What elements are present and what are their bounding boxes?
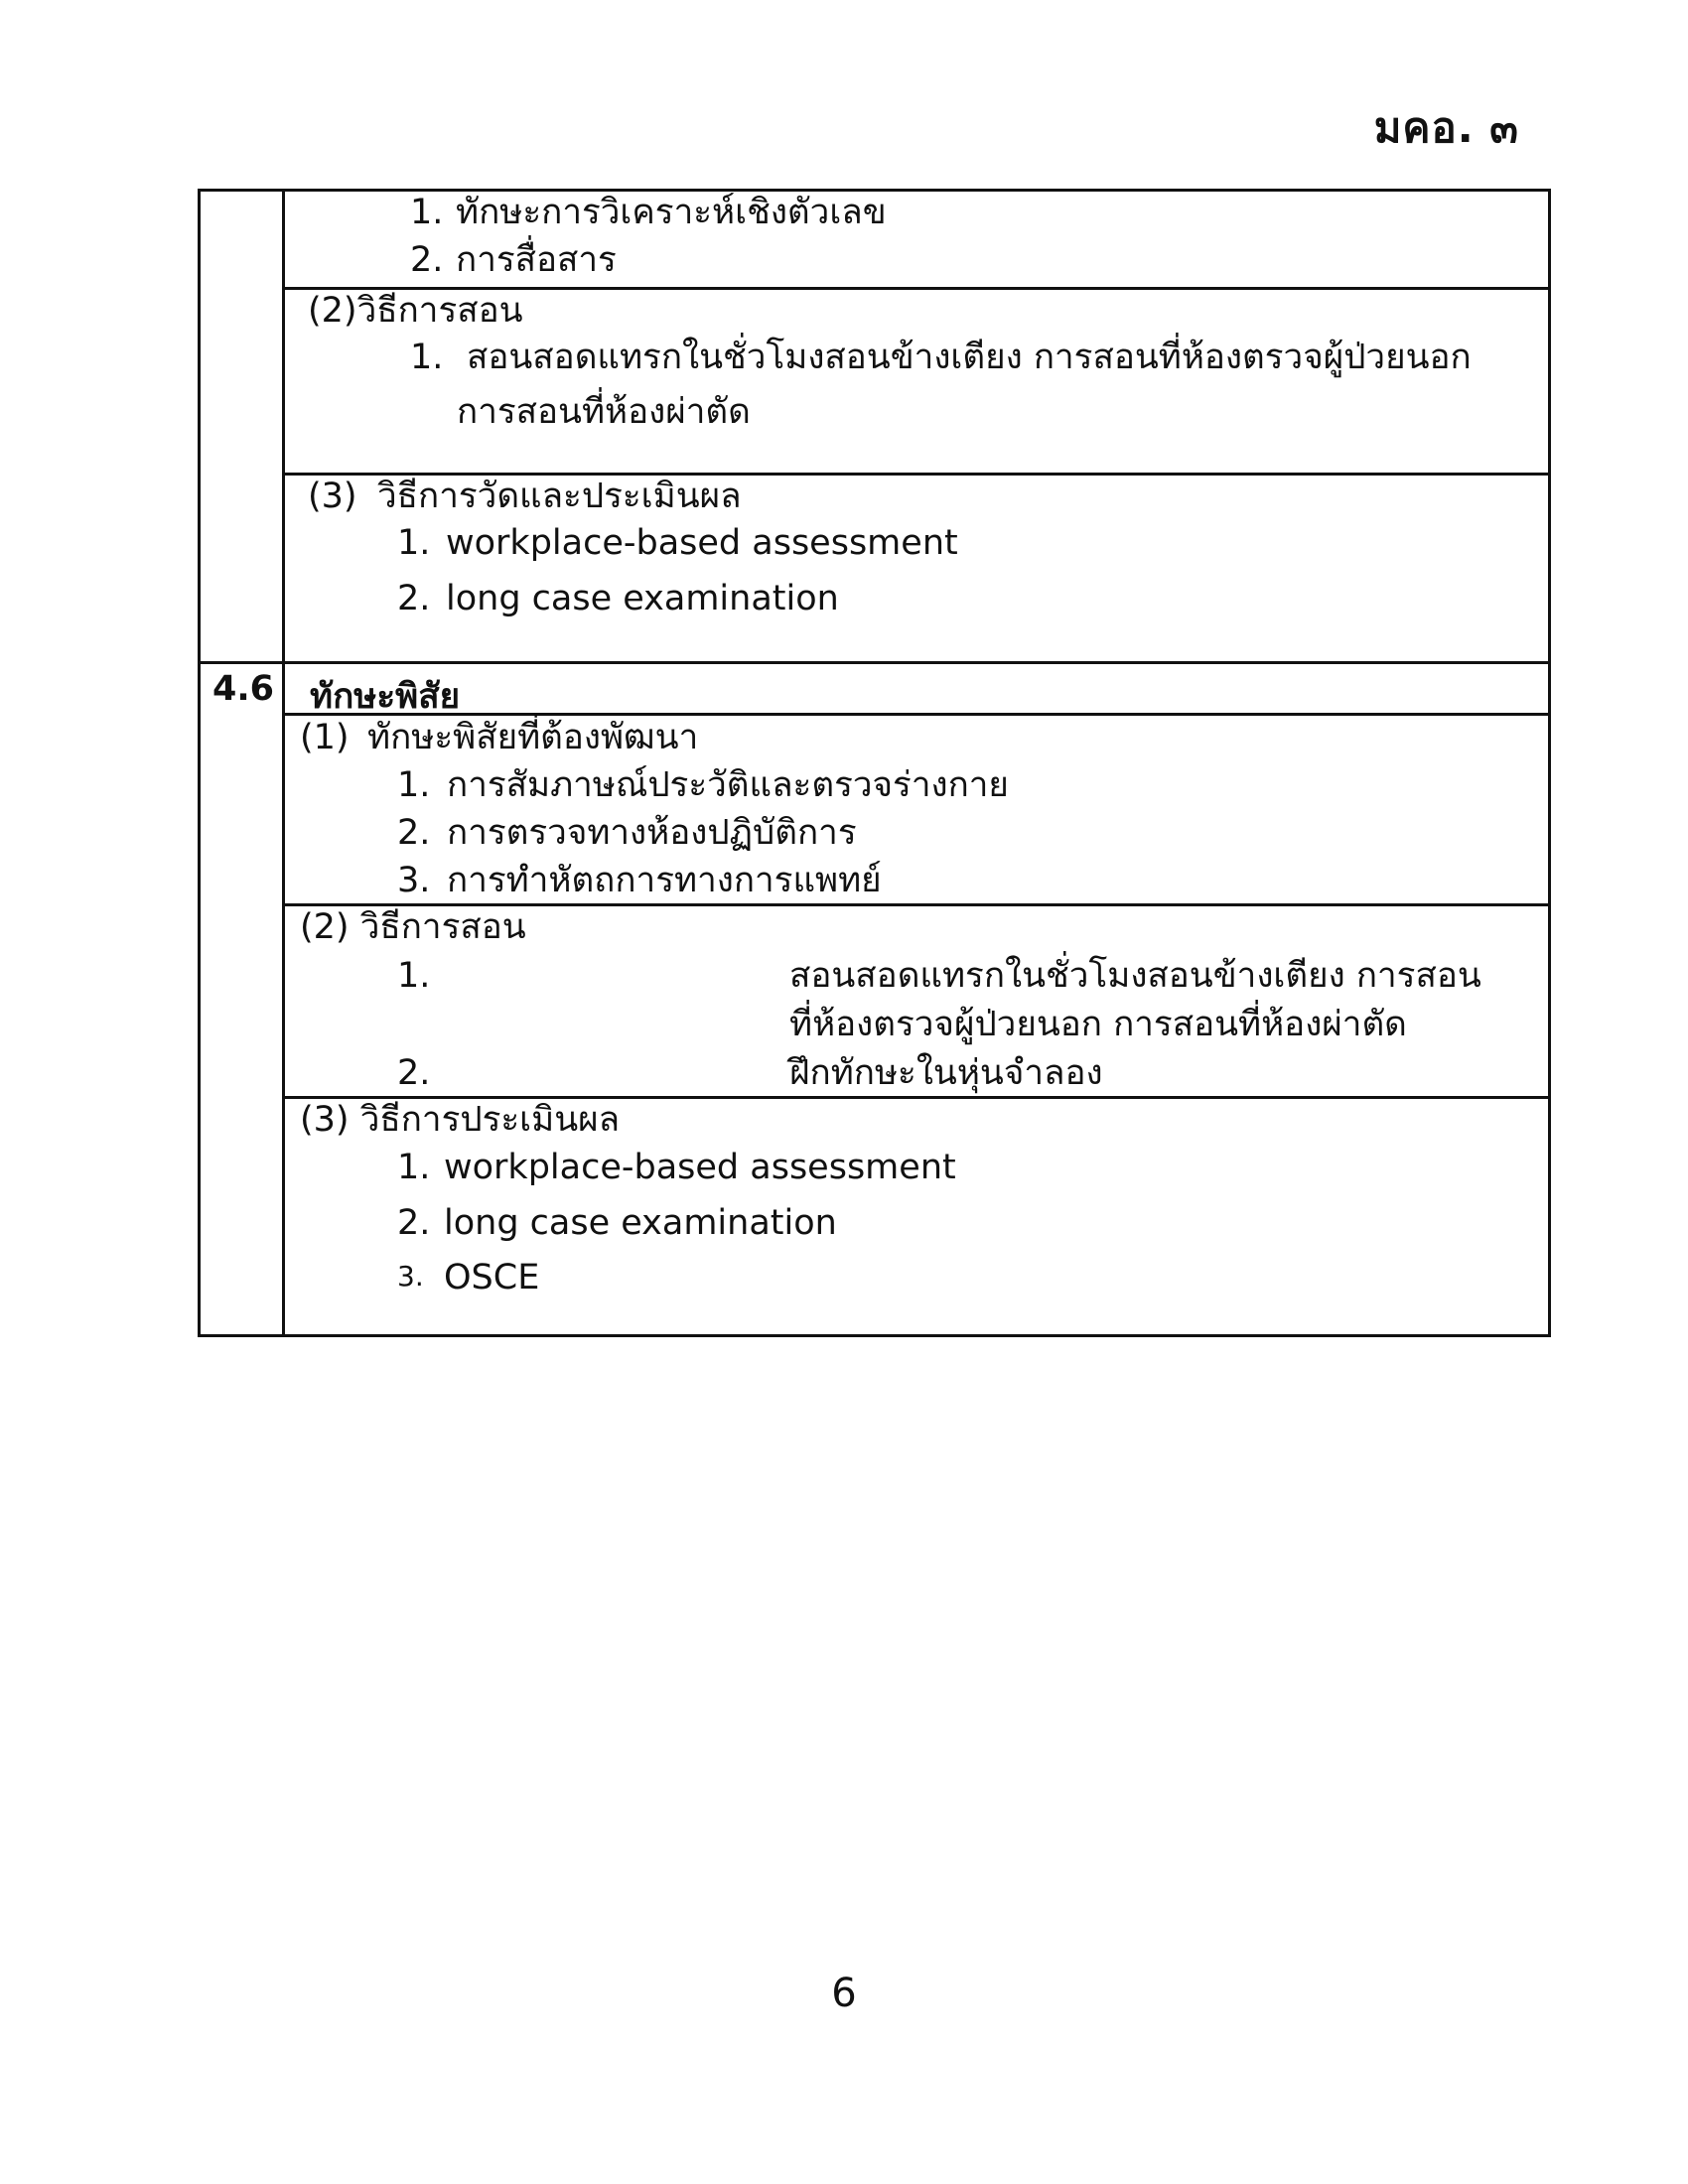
list-number: 1. bbox=[397, 765, 431, 805]
list-item: long case examination bbox=[446, 579, 839, 618]
list-item: การตรวจทางห้องปฏิบัติการ bbox=[447, 813, 857, 853]
list-number: 1. bbox=[410, 338, 444, 377]
list-number: 2. bbox=[397, 1203, 431, 1243]
list-number: 2. bbox=[397, 813, 431, 853]
skills-heading: ทักษะพิสัยที่ต้องพัฒนา bbox=[367, 718, 699, 757]
list-item: ทักษะการวิเคราะห์เชิงตัวเลข bbox=[456, 193, 887, 232]
assessment-heading: (3) วิธีการประเมินผล bbox=[300, 1100, 621, 1140]
list-number: 1. bbox=[397, 1148, 431, 1187]
row-divider bbox=[282, 713, 1551, 716]
skills-heading-number: (1) bbox=[300, 718, 350, 757]
section-divider bbox=[198, 661, 1551, 664]
list-item: การสัมภาษณ์ประวัติและตรวจร่างกาย bbox=[447, 765, 1009, 805]
section-title: ทักษะพิสัย bbox=[310, 677, 461, 717]
list-number: 1. bbox=[410, 193, 444, 232]
list-item: การทำหัตถการทางการแพทย์ bbox=[447, 861, 882, 900]
list-item: ฝึกทักษะในหุ่นจำลอง bbox=[789, 1053, 1103, 1093]
list-item-continued: การสอนที่ห้องผ่าตัด bbox=[457, 392, 751, 432]
list-item: OSCE bbox=[444, 1258, 540, 1297]
teaching-heading: (2) วิธีการสอน bbox=[300, 907, 526, 947]
list-number: 2. bbox=[397, 579, 431, 618]
list-number: 1. bbox=[397, 523, 431, 563]
list-number: 3. bbox=[397, 1260, 424, 1293]
list-item-continued: ที่ห้องตรวจผู้ป่วยนอก การสอนที่ห้องผ่าตัด bbox=[789, 1005, 1407, 1044]
row-divider bbox=[282, 1096, 1551, 1099]
page-number: 6 bbox=[831, 1971, 857, 2016]
row-divider bbox=[282, 903, 1551, 906]
document-code: มคอ. ๓ bbox=[1373, 103, 1519, 152]
table-column-divider bbox=[282, 189, 285, 1337]
section-number: 4.6 bbox=[212, 669, 275, 709]
teaching-heading: (2)วิธีการสอน bbox=[308, 291, 523, 331]
assessment-heading: วิธีการวัดและประเมินผล bbox=[377, 477, 742, 516]
assessment-heading-number: (3) bbox=[308, 477, 357, 516]
list-number: 2. bbox=[397, 1053, 431, 1093]
list-number: 3. bbox=[397, 861, 431, 900]
list-item: การสื่อสาร bbox=[456, 240, 617, 280]
list-item: workplace-based assessment bbox=[444, 1148, 956, 1187]
list-number: 2. bbox=[410, 240, 444, 280]
list-item: long case examination bbox=[444, 1203, 837, 1243]
list-item: workplace-based assessment bbox=[446, 523, 958, 563]
list-item: สอนสอดแทรกในชั่วโมงสอนข้างเตียง การสอน bbox=[789, 956, 1481, 996]
row-divider bbox=[282, 473, 1551, 476]
row-divider bbox=[282, 287, 1551, 290]
list-number: 1. bbox=[397, 956, 431, 996]
list-item: สอนสอดแทรกในชั่วโมงสอนข้างเตียง การสอนที่ห้องตรวจผู้ป่วยนอก bbox=[467, 338, 1472, 377]
